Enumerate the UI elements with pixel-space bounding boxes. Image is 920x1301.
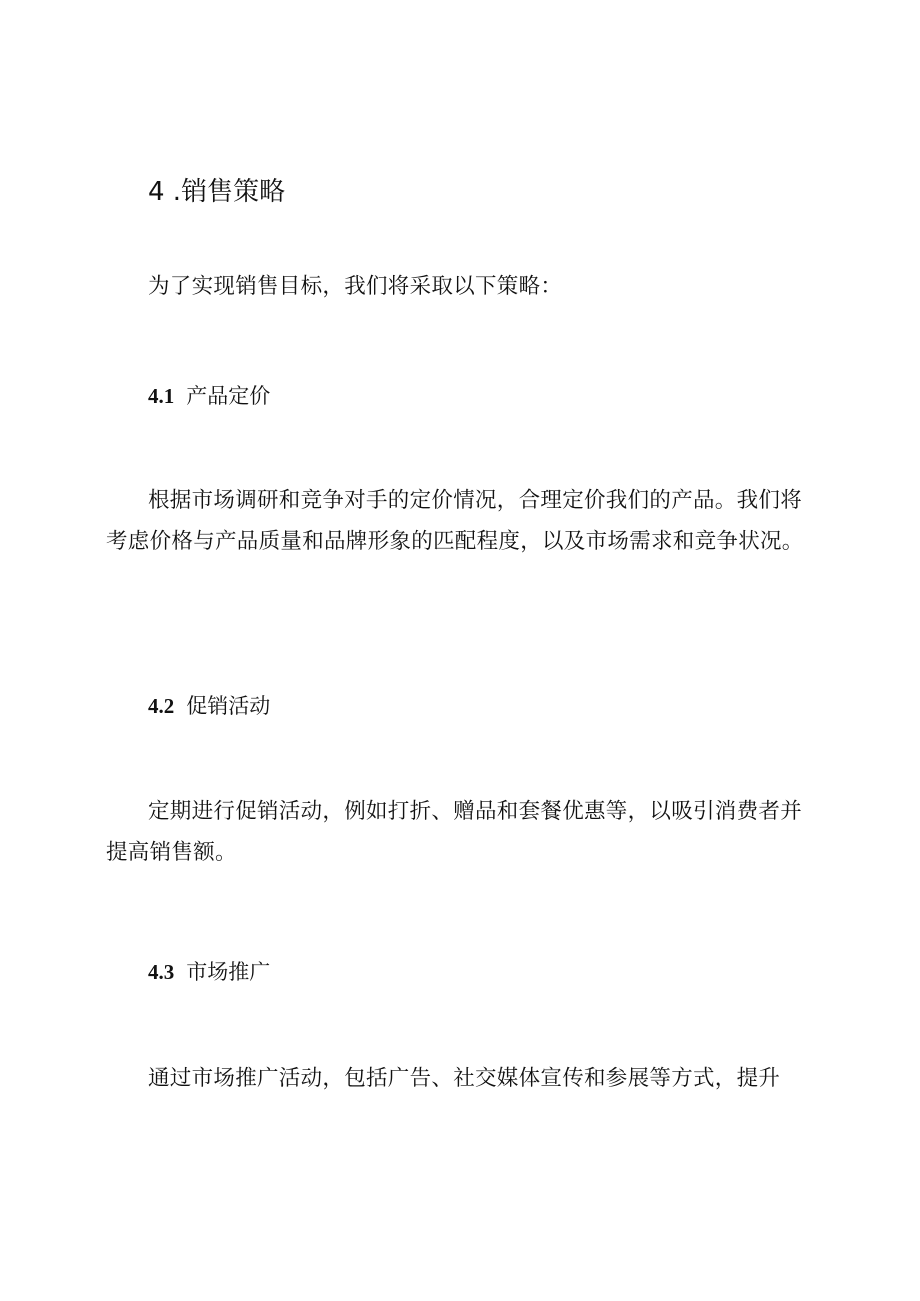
- subsection-heading-4-2: [148, 690, 270, 722]
- subsection-number: 4.2: [148, 694, 175, 718]
- intro-paragraph: 为了实现销售目标，我们将采取以下策略：: [148, 274, 563, 299]
- subsection-heading-4-1: [148, 380, 270, 412]
- subsection-number: 4.1: [148, 384, 175, 408]
- subsection-number: 4.3: [148, 960, 175, 984]
- subsection-title: 促销活动: [186, 694, 271, 718]
- subsection-title: 市场推广: [186, 960, 271, 984]
- subsection-heading-4-3: [148, 956, 270, 988]
- subsection-body-4-3: 通过市场推广活动，包括广告、社交媒体宣传和参展等方式，提升: [148, 1066, 781, 1091]
- subsection-body-4-2: 定期进行促销活动，例如打折、赠品和套餐优惠等，以吸引消费者并提高销售额。: [106, 799, 803, 865]
- section-title: 4 .销售策略: [148, 177, 286, 207]
- subsection-body-4-1: 根据市场调研和竞争对手的定价情况，合理定价我们的产品。我们将考虑价格与产品质量和品牌形象的匹配程度，以及市场需求和竞争状况。: [106, 488, 804, 554]
- subsection-title: 产品定价: [186, 384, 271, 408]
